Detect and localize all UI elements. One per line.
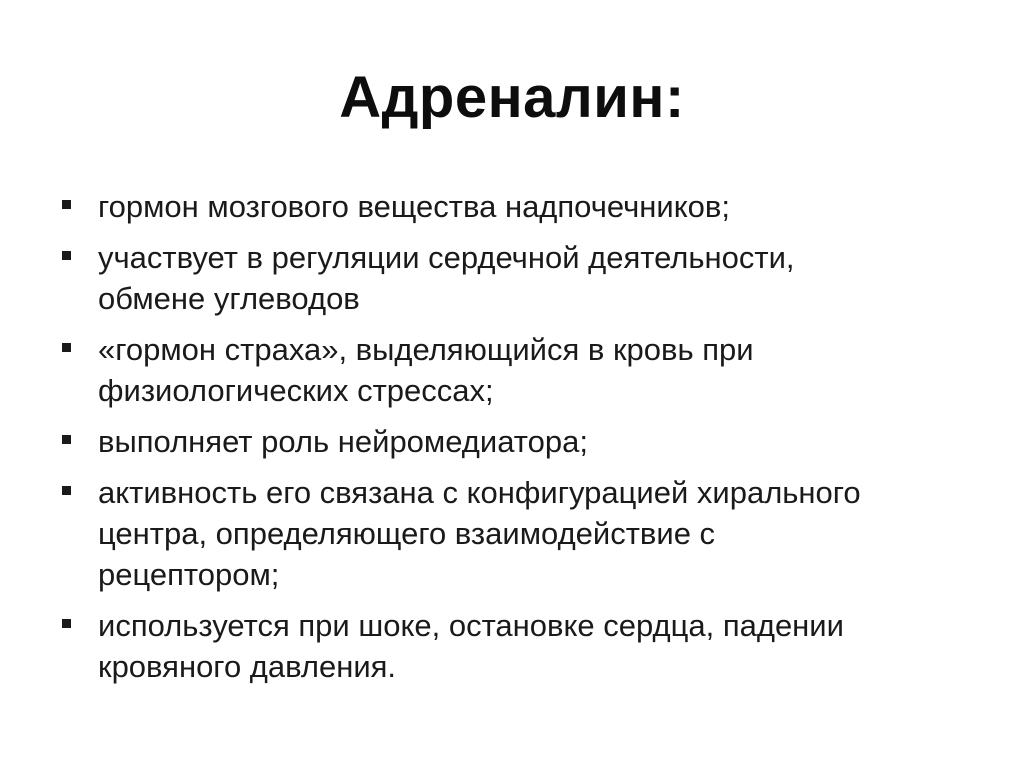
bullet-item [62,605,962,687]
bullet-item [62,186,962,227]
square-bullet-icon [62,200,71,209]
square-bullet-icon [62,343,71,352]
square-bullet-icon [62,619,71,628]
square-bullet-icon [62,251,71,260]
bullet-item [62,237,962,319]
bullet-text: гормон мозгового вещества надпочечников; [98,189,730,224]
bullet-list [62,186,962,697]
bullet-text: выполняет роль нейромедиатора; [98,424,588,459]
square-bullet-icon [62,486,71,495]
slide-title: Адреналин: [339,65,685,130]
bullet-text: активность его связана с конфигурацией хирального центра, определяющего взаимодействие с рецептором; [98,475,861,592]
bullet-text: используется при шоке, остановке сердца, падении кровяного давления. [98,608,844,684]
bullet-text: участвует в регуляции сердечной деятельности, обмене углеводов [98,240,795,316]
bullet-item [62,472,962,595]
bullet-text: «гормон страха», выделяющийся в кровь при физиологических стрессах; [98,332,754,408]
bullet-item [62,421,962,462]
bullet-item [62,329,962,411]
square-bullet-icon [62,435,71,444]
